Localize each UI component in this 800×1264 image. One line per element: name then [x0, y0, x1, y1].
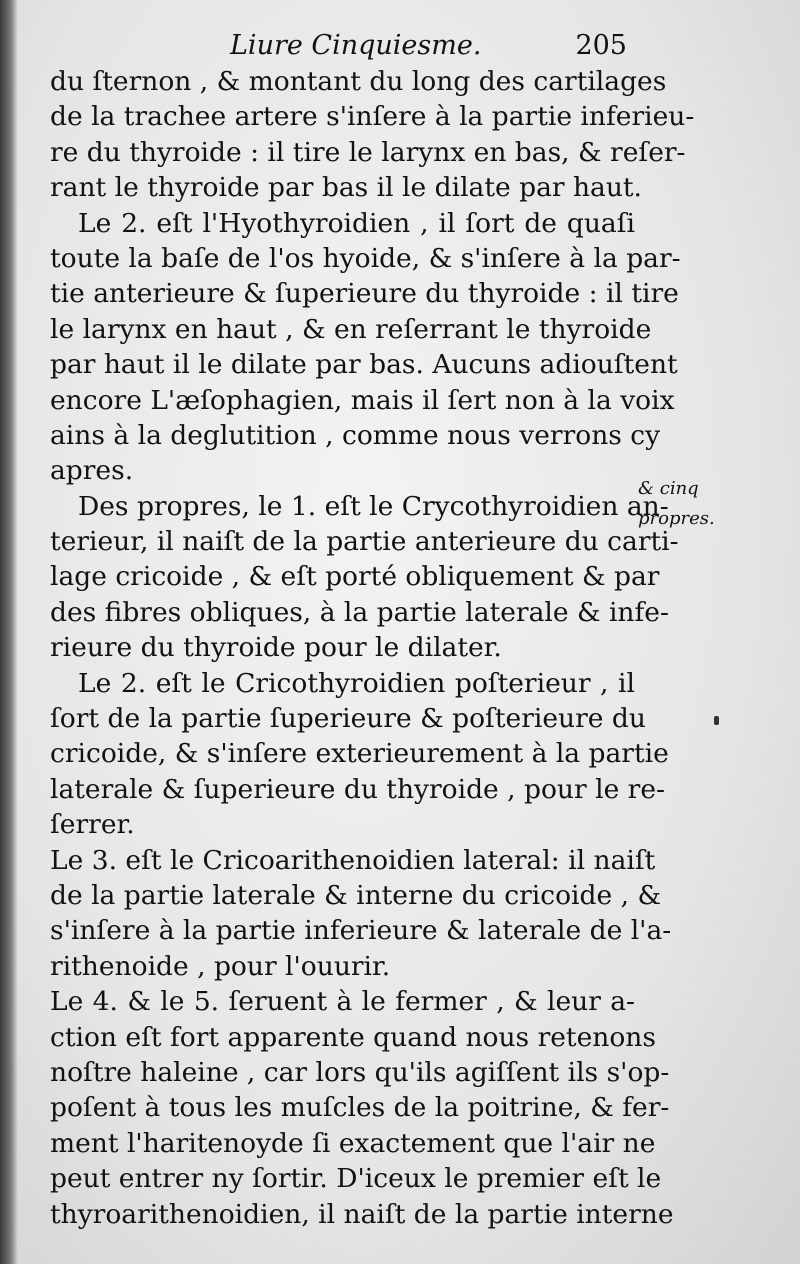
text-line: re du thyroide : il tire le larynx en bas, & reſer- [50, 136, 686, 168]
text-line: ſort de la partie ſuperieure & poſterieure du [50, 703, 646, 735]
text-line: poſent à tous les muſcles de la poitrine, & fer- [50, 1092, 670, 1124]
text-line: Des propres, le 1. eſt le Crycothyroidien an- [78, 490, 669, 522]
text-line: ains à la deglutition , comme nous verrons cy [50, 419, 661, 451]
text-line: rithenoide , pour l'ouurir. [50, 950, 391, 982]
text-line: cricoide, & s'inſere exterieurement à la partie [50, 738, 669, 770]
text-line: ſerrer. [50, 809, 135, 841]
text-line: noſtre haleine , car lors qu'ils agiſſent ils s'op- [50, 1056, 670, 1088]
text-line: laterale & ſuperieure du thyroide , pour le re- [50, 773, 665, 805]
text-line: de la trachee artere s'inſere à la partie inferieu- [50, 101, 695, 133]
text-line: de la partie laterale & interne du cricoide , & [50, 879, 662, 911]
margin-note-line: & cinq [638, 478, 699, 499]
text-line: par haut il le dilate par bas. Aucuns adiouſtent [50, 349, 678, 381]
text-line: encore L'æſophagien, mais il ſert non à la voix [50, 384, 675, 416]
text-line: thyroarithenoidien, il naiſt de la partie interne [50, 1198, 674, 1230]
page-binding-shadow [0, 0, 18, 1264]
text-line: du ſternon , & montant du long des cartilages [50, 66, 667, 97]
text-line: rant le thyroide par bas il le dilate par haut. [50, 172, 642, 204]
running-head: Liure Cinquiesme. [230, 30, 482, 61]
text-line: Le 4. & le 5. ſeruent à le fermer , & leur a- [50, 986, 635, 1018]
margin-note [638, 474, 788, 534]
text-line: Le 3. eſt le Cricoarithenoidien lateral: il naiſt [50, 844, 656, 876]
text-line: terieur, il naiſt de la partie anterieure du carti- [50, 526, 679, 558]
ink-speck [714, 716, 719, 725]
margin-note-line: propres. [638, 508, 715, 529]
page-number: 205 [575, 30, 627, 61]
text-line: toute la baſe de l'os hyoide, & s'inſere à la par- [50, 242, 681, 274]
text-line: tie anterieure & ſuperieure du thyroide : il tire [50, 278, 679, 310]
text-line: s'inſere à la partie inferieure & laterale de l'a- [50, 915, 672, 947]
text-line: rieure du thyroide pour le dilater. [50, 632, 502, 664]
text-line: Le 2. eſt le Cricothyroidien poſterieur , il [78, 667, 635, 699]
text-line: le larynx en haut , & en reſerrant le thyroide [50, 313, 652, 345]
text-line: Le 2. eſt l'Hyothyroidien , il ſort de quaſi [78, 207, 635, 239]
text-line: ment l'haritenoyde ſi exactement que l'air ne [50, 1127, 656, 1159]
text-line: lage cricoide , & eſt porté obliquement & par [50, 561, 660, 593]
text-line: des fibres obliques, à la partie laterale & infe- [50, 596, 669, 628]
text-line: peut entrer ny ſortir. D'iceux le premier eſt le [50, 1163, 662, 1195]
text-line: apres. [50, 455, 134, 487]
text-line: ction eſt fort apparente quand nous retenons [50, 1021, 656, 1053]
